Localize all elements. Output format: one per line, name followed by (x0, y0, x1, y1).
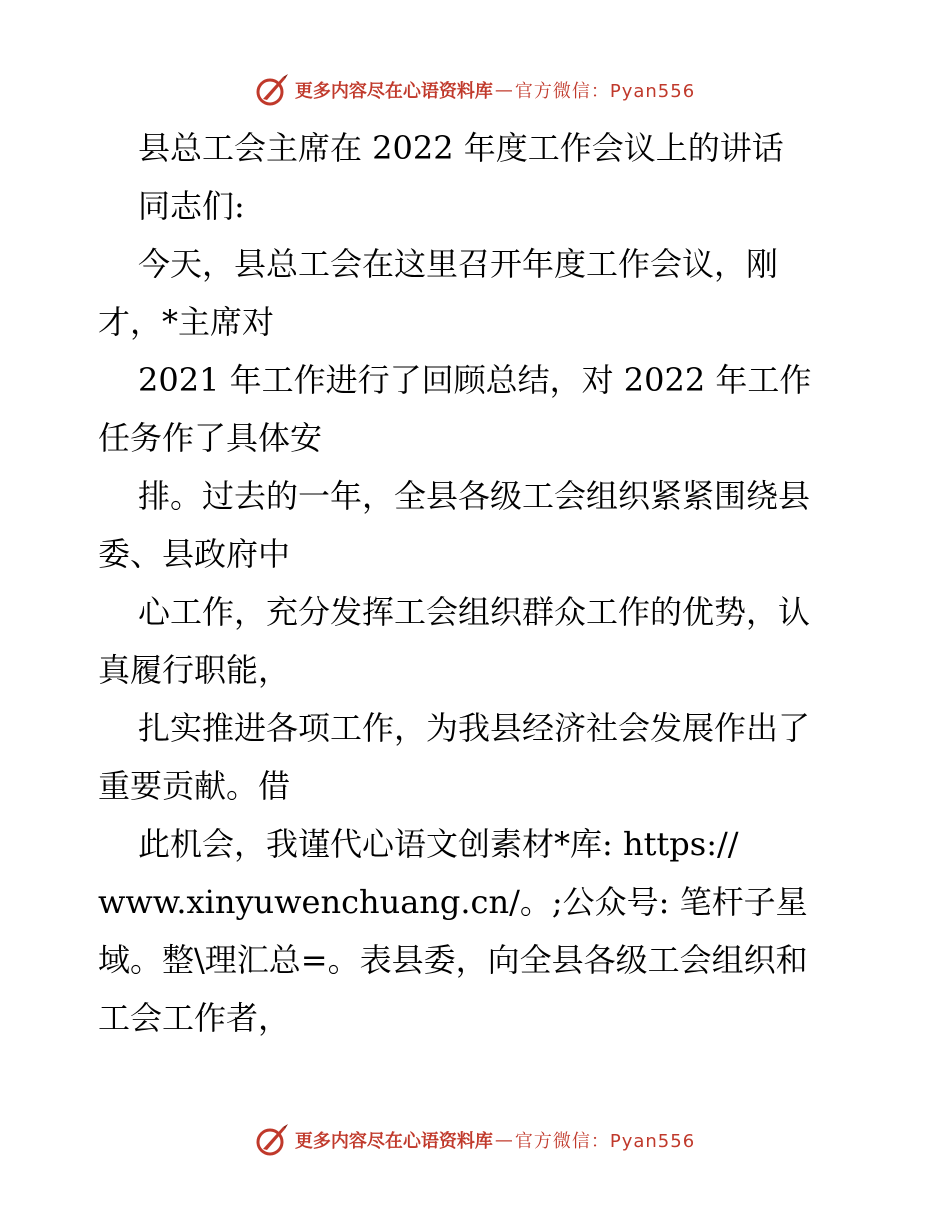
text-line: 任务作了具体安 (98, 419, 323, 457)
watermark-text: 更多内容尽在心语资料库 (294, 81, 493, 102)
text-line: 委、县政府中 (98, 535, 291, 573)
text-line: 重要贡献。借 (98, 767, 291, 805)
watermark-banner-top (0, 70, 950, 110)
text-line: 才，*主席对 (98, 303, 275, 341)
text-line: 2021 年工作进行了回顾总结，对 2022 年工作 (138, 361, 812, 399)
text-line: 扎实推进各项工作，为我县经济社会发展作出了 (138, 709, 811, 747)
document-title: 县总工会主席在 2022 年度工作会议上的讲话 (138, 129, 784, 167)
text-line: www.xinyuwenchuang.cn/。;公众号: 笔杆子星 (98, 883, 808, 921)
watermark-text: 更多内容尽在心语资料库 (294, 1131, 493, 1152)
watermark-separator: — (494, 1129, 513, 1151)
watermark-wechat: 官方微信：Pyan556 (514, 1131, 696, 1152)
quill-logo-icon (255, 73, 289, 107)
watermark-wechat: 官方微信：Pyan556 (514, 81, 696, 102)
watermark-banner-bottom (0, 1120, 950, 1160)
text-line: 此机会，我谨代心语文创素材*库: https:// (138, 825, 739, 863)
text-line: 排。过去的一年，全县各级工会组织紧紧围绕县 (138, 477, 811, 515)
text-line: 工会工作者， (98, 999, 291, 1037)
text-line: 真履行职能， (98, 651, 291, 689)
text-line: 域。整\理汇总=。表县委，向全县各级工会组织和 (98, 941, 808, 979)
text-line: 心工作，充分发挥工会组织群众工作的优势，认 (138, 593, 811, 631)
quill-logo-icon (255, 1123, 289, 1157)
watermark-separator: — (494, 79, 513, 101)
salutation: 同志们: (138, 187, 245, 225)
text-line: 今天，县总工会在这里召开年度工作会议，刚 (138, 245, 779, 283)
